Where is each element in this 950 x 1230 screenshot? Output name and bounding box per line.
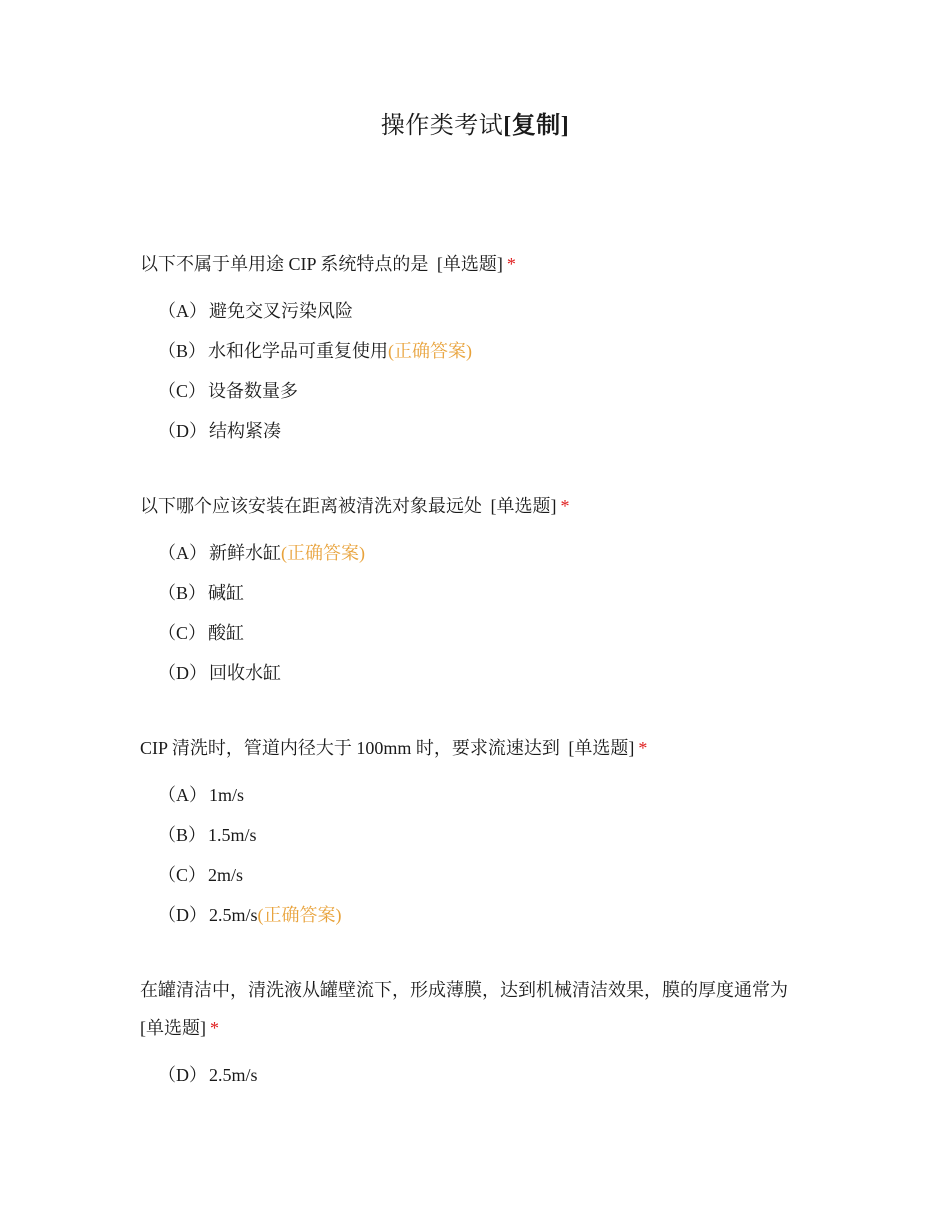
question-label: CIP 清洗时，管道内径大于 100mm 时，要求流速达到: [140, 738, 560, 758]
option-text: 水和化学品可重复使用: [208, 341, 389, 361]
option-text: 1.5m/s: [208, 825, 257, 845]
option-d: [140, 411, 830, 451]
required-mark: *: [560, 496, 570, 516]
question-type: [单选题]: [436, 254, 503, 274]
option-letter: （A）: [158, 301, 207, 321]
option-text: 结构紧凑: [209, 421, 281, 441]
option-letter: （D）: [158, 905, 207, 925]
option-text: 碱缸: [208, 583, 245, 603]
question-type: [单选题]: [490, 496, 557, 516]
correct-answer-mark: (正确答案): [281, 543, 365, 563]
option-list: [140, 533, 830, 693]
question-3: [140, 729, 830, 935]
option-d: [140, 653, 830, 693]
correct-answer-mark: (正确答案): [257, 905, 342, 925]
option-b: [140, 815, 830, 855]
question-label: 以下不属于单用途 CIP 系统特点的是: [140, 254, 429, 274]
option-c: [140, 855, 830, 895]
option-list: [140, 291, 830, 451]
title-suffix: [复制]: [503, 113, 570, 139]
option-d: [140, 1055, 830, 1095]
question-1: [140, 245, 830, 451]
option-letter: （A）: [158, 785, 207, 805]
option-letter: （D）: [158, 663, 207, 683]
option-text: 酸缸: [208, 623, 245, 643]
question-2: [140, 487, 830, 693]
option-c: [140, 613, 830, 653]
option-a: [140, 533, 830, 573]
required-mark: *: [638, 738, 648, 758]
option-letter: （A）: [158, 543, 207, 563]
option-a: [140, 291, 830, 331]
option-text: 2m/s: [208, 865, 244, 885]
question-type: [单选题]: [568, 738, 635, 758]
question-4: [140, 971, 830, 1095]
question-text: [140, 971, 830, 1047]
option-letter: （D）: [158, 1065, 207, 1085]
option-letter: （B）: [158, 825, 207, 845]
option-letter: （D）: [158, 421, 207, 441]
option-text: 回收水缸: [209, 663, 281, 683]
option-text: 设备数量多: [208, 381, 299, 401]
option-a: [140, 775, 830, 815]
option-text: 1m/s: [209, 785, 245, 805]
option-letter: （C）: [158, 623, 207, 643]
question-label: 在罐清洁中，清洗液从罐壁流下，形成薄膜，达到机械清洁效果，膜的厚度通常为: [140, 980, 788, 1000]
option-b: [140, 331, 830, 371]
question-text: [140, 245, 830, 283]
option-text: 2.5m/s: [209, 1065, 258, 1085]
option-c: [140, 371, 830, 411]
correct-answer-mark: (正确答案): [388, 341, 473, 361]
option-b: [140, 573, 830, 613]
question-text: [140, 729, 830, 767]
option-d: [140, 895, 830, 935]
option-text: 避免交叉污染风险: [209, 301, 353, 321]
option-list: [140, 1055, 830, 1095]
required-mark: *: [210, 1018, 219, 1038]
page-title: [0, 108, 950, 144]
question-label: 以下哪个应该安装在距离被清洗对象最远处: [140, 496, 482, 516]
option-text: 2.5m/s: [209, 905, 258, 925]
required-mark: *: [506, 254, 516, 274]
option-text: 新鲜水缸: [209, 543, 281, 563]
option-letter: （C）: [158, 381, 207, 401]
option-letter: （C）: [158, 865, 207, 885]
option-letter: （B）: [158, 583, 207, 603]
title-main: 操作类考试: [380, 113, 504, 139]
question-type: [单选题]: [140, 1018, 206, 1038]
option-list: [140, 775, 830, 935]
option-letter: （B）: [158, 341, 207, 361]
question-text: [140, 487, 830, 525]
